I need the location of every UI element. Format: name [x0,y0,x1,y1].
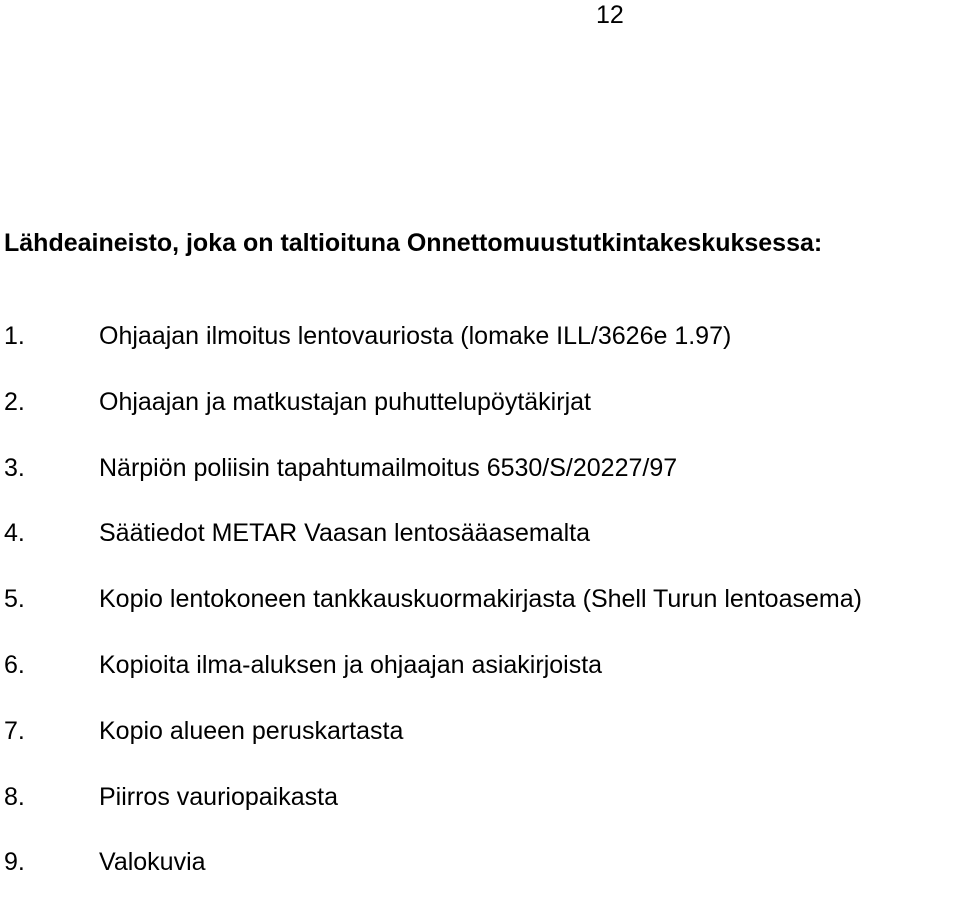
page-number: 12 [596,1,624,29]
list-item-text: Kopioita ilma-aluksen ja ohjaajan asiakirjoista [99,650,603,679]
list-item-number: 7. [4,716,25,745]
list-item-text: Kopio lentokoneen tankkauskuormakirjasta (Shell Turun lentoasema) [99,585,862,614]
list-item-text: Kopio alueen peruskartasta [99,716,404,745]
list-item-number: 5. [4,585,25,614]
list-item-text: Valokuvia [99,848,206,877]
list-item-text: Ohjaajan ja matkustajan puhuttelupöytäkirjat [99,387,591,416]
list-item-number: 6. [4,650,25,679]
list-item-number: 9. [4,848,25,877]
list-item-number: 8. [4,782,25,811]
list-item-text: Piirros vauriopaikasta [99,782,338,811]
list-item-number: 3. [4,453,25,482]
list-item-number: 2. [4,387,25,416]
list-item-text: Närpiön poliisin tapahtumailmoitus 6530/S/20227/97 [99,453,678,482]
list-item-text: Ohjaajan ilmoitus lentovauriosta (lomake ILL/3626e 1.97) [99,322,732,350]
list-item-number: 4. [4,519,25,548]
list-item-number: 1. [4,322,25,350]
list-item-text: Säätiedot METAR Vaasan lentosääasemalta [99,519,591,548]
section-heading: Lähdeaineisto, joka on taltioituna Onnettomuustutkintakeskuksessa: [4,229,823,257]
